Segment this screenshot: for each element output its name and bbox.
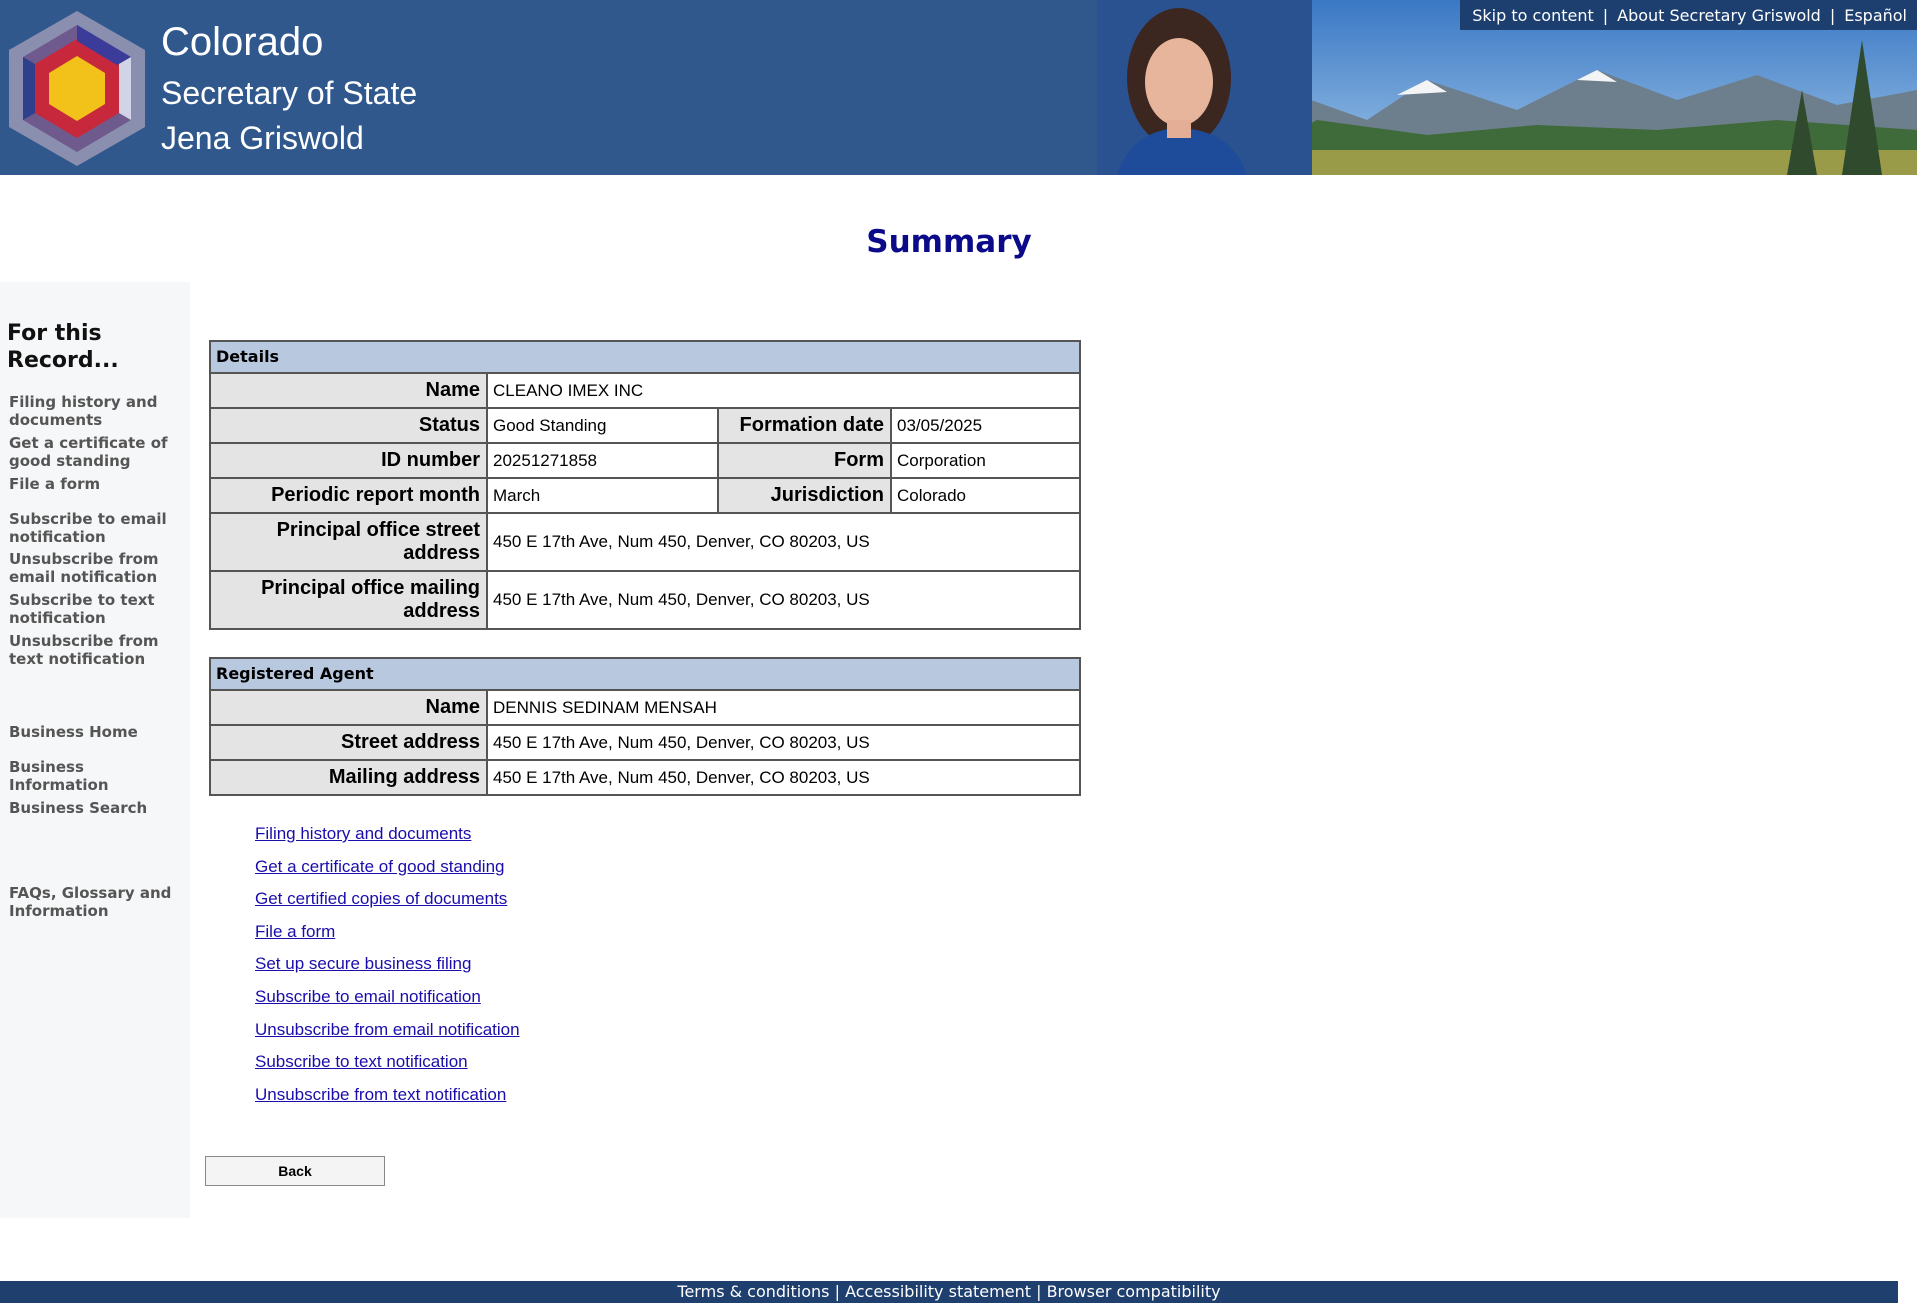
espanol-link[interactable]: Español [1844,5,1907,25]
details-heading: Details [211,342,1079,374]
link-file-form[interactable]: File a form [255,921,336,941]
about-secretary-link[interactable]: About Secretary Griswold [1617,5,1821,25]
site-title [161,14,417,160]
name-value: CLEANO IMEX INC [493,380,644,400]
status-label: Status [211,409,488,442]
sidebar-item-business-information[interactable]: Business Information [9,758,109,794]
table-row [211,726,1079,761]
separator: | [834,1282,846,1301]
accessibility-link[interactable]: Accessibility statement [845,1282,1031,1301]
sidebar-item-certificate[interactable]: Get a certificate of good standing [9,434,168,470]
link-unsubscribe-text[interactable]: Unsubscribe from text notification [255,1084,507,1104]
link-subscribe-text[interactable]: Subscribe to text notification [255,1052,468,1072]
separator: | [1036,1282,1047,1301]
agent-name-value: DENNIS SEDINAM MENSAH [493,697,717,717]
agent-street-value: 450 E 17th Ave, Num 450, Denver, CO 80203, US [493,732,870,752]
agent-name-label: Name [211,691,488,724]
table-row [211,374,1079,409]
sidebar-item-unsubscribe-text[interactable]: Unsubscribe from text notification [9,632,159,668]
page-title: Summary [866,224,1032,260]
principal-mailing-value: 450 E 17th Ave, Num 450, Denver, CO 80203, US [493,590,870,609]
sidebar-heading: For this Record... [7,321,119,373]
title-official: Jena Griswold [161,120,364,156]
link-certificate-good-standing[interactable]: Get a certificate of good standing [255,856,505,876]
sidebar [0,282,190,1218]
principal-mailing-label: Principal office mailing address [211,572,488,628]
browser-compatibility-link[interactable]: Browser compatibility [1046,1282,1221,1301]
sidebar-item-faqs[interactable]: FAQs, Glossary and Information [9,884,172,920]
link-subscribe-email[interactable]: Subscribe to email notification [255,986,481,1006]
site-footer [0,1281,1898,1303]
periodic-report-label: Periodic report month [211,479,488,512]
table-row [211,691,1079,726]
link-certified-copies[interactable]: Get certified copies of documents [255,889,508,909]
status-value: Good Standing [488,409,719,442]
principal-street-value: 450 E 17th Ave, Num 450, Denver, CO 80203, US [493,532,870,551]
name-label: Name [211,374,488,407]
title-office: Secretary of State [161,75,418,111]
id-number-label: ID number [211,444,488,477]
form-label: Form [719,444,892,477]
sidebar-item-business-home[interactable]: Business Home [9,723,138,741]
sidebar-item-unsubscribe-email[interactable]: Unsubscribe from email notification [9,550,159,586]
principal-street-label: Principal office street address [211,514,488,570]
terms-link[interactable]: Terms & conditions [677,1282,830,1301]
agent-street-label: Street address [211,726,488,759]
form-value: Corporation [897,450,986,470]
back-button[interactable]: Back [205,1156,385,1186]
site-header [0,0,1917,175]
table-row [211,479,1079,514]
registered-agent-table [209,657,1081,796]
sidebar-item-subscribe-text[interactable]: Subscribe to text notification [9,591,155,627]
sidebar-item-file-form[interactable]: File a form [9,475,101,493]
separator: | [1829,5,1836,25]
table-row [211,409,1079,444]
id-number-value: 20251271858 [488,444,719,477]
title-state: Colorado [161,20,324,64]
jurisdiction-label: Jurisdiction [719,479,892,512]
table-row [211,572,1079,628]
top-links-bar [1460,0,1917,30]
link-unsubscribe-email[interactable]: Unsubscribe from email notification [255,1019,520,1039]
sidebar-item-business-search[interactable]: Business Search [9,799,148,817]
record-links [255,818,520,1111]
separator: | [1602,5,1609,25]
skip-to-content-link[interactable]: Skip to content [1472,5,1594,25]
table-row [211,444,1079,479]
periodic-report-value: March [488,479,719,512]
link-secure-business-filing[interactable]: Set up secure business filing [255,954,472,974]
sidebar-item-subscribe-email[interactable]: Subscribe to email notification [9,510,167,546]
table-row [211,761,1079,794]
agent-mailing-label: Mailing address [211,761,488,794]
formation-date-value: 03/05/2025 [897,415,983,435]
registered-agent-heading: Registered Agent [211,659,1079,691]
sidebar-item-filing-history[interactable]: Filing history and documents [9,393,158,429]
colorado-logo-icon [9,11,145,166]
jurisdiction-value: Colorado [897,485,966,505]
details-table [209,340,1081,630]
table-row [211,514,1079,572]
link-filing-history[interactable]: Filing history and documents [255,824,472,843]
agent-mailing-value: 450 E 17th Ave, Num 450, Denver, CO 80203, US [493,767,870,787]
formation-date-label: Formation date [719,409,892,442]
